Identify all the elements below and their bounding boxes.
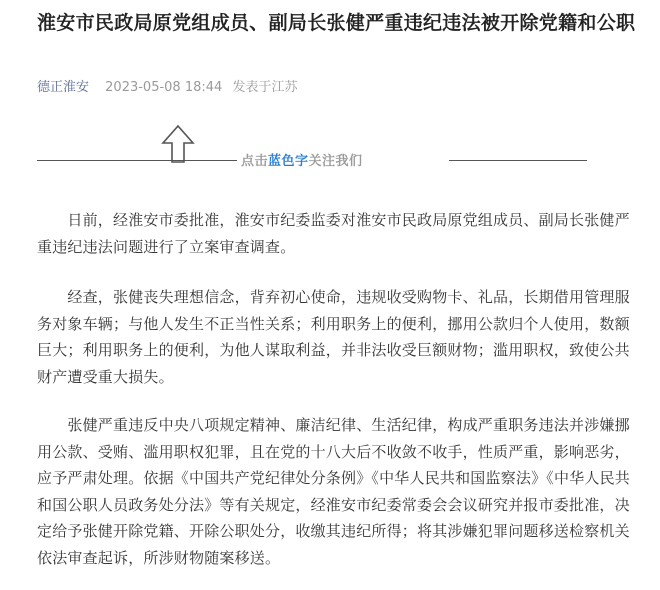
follow-us-text xyxy=(241,150,363,169)
article-title: 淮安市民政局原党组成员、副局长张健严重违纪违法被开除党籍和公职 xyxy=(37,12,636,34)
follow-suffix: 关注我们 xyxy=(308,154,363,169)
article-meta xyxy=(37,79,297,97)
banner-divider-left xyxy=(37,160,237,161)
follow-prefix: 点击 xyxy=(241,154,269,169)
article-paragraph-1: 日前，经淮安市委批准，淮安市纪委监委对淮安市民政局原党组成员、副局长张健严重违纪违法问题进行了立案审查调查。 xyxy=(37,211,630,256)
article-paragraph-3: 张健严重违反中央八项规定精神、廉洁纪律、生活纪律，构成严重职务违法并涉嫌挪用公款、受贿、滥用职权犯罪，且在党的十八大后不收敛不收手，性质严重，影响恶劣，应予严肃处理。依据《中国共产党纪律处分条例》《中华人民共和国监察法》《中华人民共和国公职人员政务处分法》等有关规定，经淮安市纪委常委会会议研究并报市委批准，决定给予张健开除党籍、开除公职处分，收缴其违纪所得；将其涉嫌犯罪问题移送检察机关依法审查起诉，所涉财物随案移送。 xyxy=(37,416,631,567)
publish-location: 发表于江苏 xyxy=(232,80,298,95)
publish-datetime: 2023-05-08 18:44 xyxy=(105,80,223,95)
banner-divider-right xyxy=(449,160,587,161)
article-paragraph-2: 经查，张健丧失理想信念，背弃初心使命，违规收受购物卡、礼品，长期借用管理服务对象车辆；与他人发生不正当性关系；利用职务上的便利，挪用公款归个人使用，数额巨大；利用职务上的便利，为他人谋取利益，并非法收受巨额财物；滥用职权，致使公共财产遭受重大损失。 xyxy=(37,288,630,386)
follow-highlight: 蓝色字 xyxy=(268,154,309,169)
author-link[interactable]: 德正淮安 xyxy=(37,80,90,95)
up-arrow-icon xyxy=(161,124,195,164)
follow-banner xyxy=(37,122,587,172)
